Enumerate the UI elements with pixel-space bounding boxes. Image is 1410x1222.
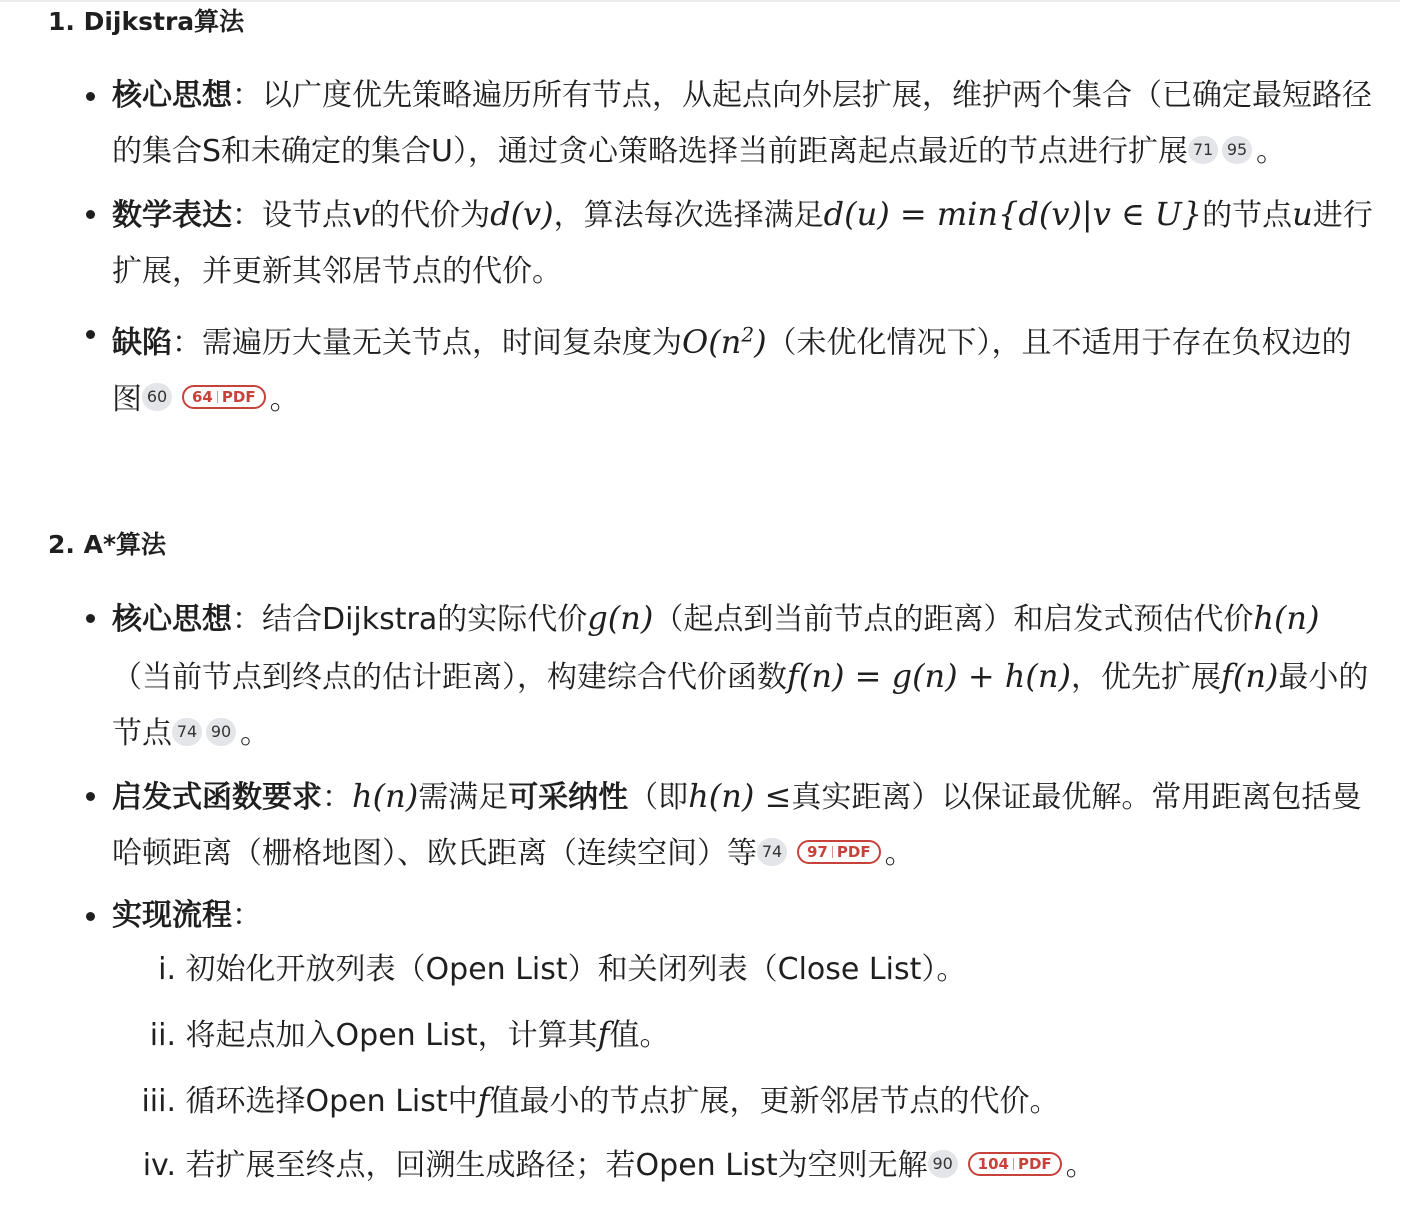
list-item-heuristic: 启发式函数要求：h(n)需满足可采纳性（即h(n) ≤真实距离）以保证最优解。常用距离包括曼哈顿距离（栅格地图）、欧氏距离（连续空间）等 74 97 PDF 。: [84, 768, 1374, 882]
bullet-label: 缺陷: [112, 325, 172, 361]
list-item-defect: 缺陷：需遍历大量无关节点，时间复杂度为$O(n^2)$（未优化情况下），且不适用于存在负权边的图 60 64 PDF 。: [84, 306, 1374, 428]
dijkstra-bullet-list: [84, 68, 1374, 434]
step-item: i. 初始化开放列表（Open List）和关闭列表（Close List）。: [158, 952, 967, 987]
bullet-label: 核心思想: [112, 602, 232, 637]
math-expr: d(v): [490, 195, 554, 233]
bullet-label: 实现流程: [112, 898, 232, 933]
math-var: u: [1292, 195, 1313, 233]
citation-badge[interactable]: 74: [757, 838, 787, 866]
math-var: v: [352, 195, 371, 233]
bullet-text: 以广度优先策略遍历所有节点，从起点向外层扩展，维护两个集合（已确定最短路径的集合S和未确定的集合U），通过贪心策略选择当前距离起点最近的节点进行扩展: [112, 78, 1372, 169]
math-var: f: [477, 1081, 490, 1119]
bullet-label: 数学表达: [112, 198, 232, 233]
math-formula: f(n) = g(n) + h(n): [787, 657, 1071, 695]
citation-badge[interactable]: 90: [928, 1150, 958, 1178]
math-complexity: $O(n^2)$: [682, 322, 767, 361]
bullet-label: 启发式函数要求: [112, 780, 322, 815]
math-var: f: [597, 1015, 610, 1053]
pdf-citation-badge[interactable]: 64 PDF: [182, 385, 266, 409]
math-expr: g(n): [587, 599, 654, 637]
step-item: ii. 将起点加入Open List，计算其f值。: [149, 1015, 670, 1053]
list-item-core-idea: 核心思想：以广度优先策略遍历所有节点，从起点向外层扩展，维护两个集合（已确定最短路径的集合S和未确定的集合U），通过贪心策略选择当前距离起点最近的节点进行扩展 71 95 。: [84, 68, 1374, 180]
pdf-citation-badge[interactable]: 97 PDF: [797, 840, 881, 864]
math-expr: f(n): [1220, 657, 1279, 695]
math-expr: h(n) ≤: [688, 777, 792, 815]
step-item: iv. 若扩展至终点，回溯生成路径；若Open List为空则无解 90 104 PDF 。: [142, 1148, 1096, 1183]
section-heading-dijkstra: 1. Dijkstra算法: [48, 7, 245, 36]
math-expr: h(n): [1253, 599, 1320, 637]
math-expr: h(n): [352, 777, 419, 815]
bullet-label: 核心思想: [112, 78, 232, 113]
list-item-math: 数学表达：设节点v的代价为d(v)，算法每次选择满足d(u) = min{d(v)|v ∈ U}的节点u进行扩展，并更新其邻居节点的代价。: [84, 186, 1374, 300]
list-item-flow: 实现流程：: [84, 888, 1374, 944]
step-item: iii. 循环选择Open List中f值最小的节点扩展，更新邻居节点的代价。: [141, 1081, 1060, 1119]
citation-badge[interactable]: 90: [206, 718, 236, 746]
flow-steps-list: [130, 938, 1096, 1198]
section-heading-astar: 2. A*算法: [48, 530, 167, 559]
astar-bullet-list: [84, 590, 1374, 950]
math-formula: d(u) = min{d(v)|v ∈ U}: [823, 195, 1203, 233]
list-item-core-idea: 核心思想：结合Dijkstra的实际代价g(n)（起点到当前节点的距离）和启发式预估代价h(n)（当前节点到终点的估计距离），构建综合代价函数f(n) = g(n) + h(n)，优先扩展f(n)最小的节点 74 90 。: [84, 590, 1374, 762]
citation-badge[interactable]: 95: [1222, 136, 1252, 164]
citation-badge[interactable]: 60: [142, 383, 172, 411]
pdf-citation-badge[interactable]: 104 PDF: [968, 1152, 1062, 1176]
citation-badge[interactable]: 74: [172, 718, 202, 746]
bold-term: 可采纳性: [508, 780, 629, 815]
citation-badge[interactable]: 71: [1188, 136, 1218, 164]
